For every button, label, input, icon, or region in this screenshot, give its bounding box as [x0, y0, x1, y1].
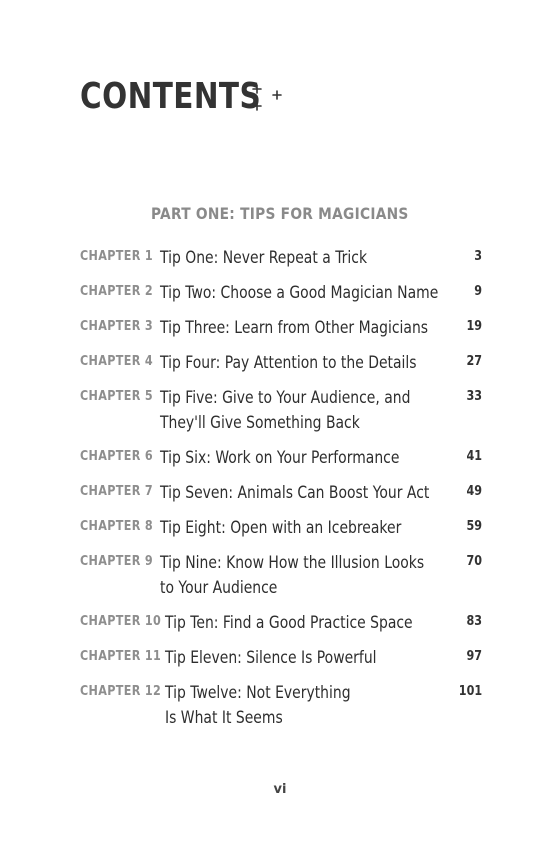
chapter-title	[165, 681, 411, 731]
chapter-title-line: Tip Seven: Animals Can Boost Your Act	[160, 483, 430, 503]
chapter-title	[160, 481, 430, 506]
page-title: CONTENTS	[80, 76, 262, 117]
toc-entry	[80, 446, 482, 471]
chapter-label: CHAPTER 7	[80, 484, 154, 499]
page-number-ref: 9	[474, 284, 482, 299]
page-number-ref: 33	[466, 389, 482, 404]
page-number-ref: 3	[474, 249, 482, 264]
toc-entry	[80, 386, 482, 436]
chapter-title-line: Tip Eleven: Silence Is Powerful	[165, 648, 377, 668]
chapter-title-line: Tip Six: Work on Your Performance	[160, 448, 400, 468]
chapter-label: CHAPTER 10	[80, 614, 162, 629]
toc-entry	[80, 481, 482, 506]
chapter-title	[160, 516, 406, 541]
chapter-title	[160, 386, 411, 436]
chapter-title-line: Tip One: Never Repeat a Trick	[160, 248, 368, 268]
chapter-title	[160, 351, 417, 376]
toc-entry	[80, 681, 482, 731]
chapter-title-line: Tip Four: Pay Attention to the Details	[160, 353, 417, 373]
chapter-label: CHAPTER 11	[80, 649, 162, 664]
toc-entry	[80, 281, 482, 306]
chapter-title-line: Tip Ten: Find a Good Practice Space	[165, 613, 413, 633]
chapter-title-line: Tip Twelve: Not Everything	[165, 683, 351, 703]
chapter-title	[160, 281, 439, 306]
toc-entry	[80, 316, 482, 341]
page-number-ref: 19	[466, 319, 482, 334]
page-number-ref: 27	[466, 354, 482, 369]
chapter-title	[160, 316, 429, 341]
part-heading	[0, 204, 560, 223]
chapter-title-line: Tip Three: Learn from Other Magicians	[160, 318, 429, 338]
chapter-label: CHAPTER 9	[80, 554, 154, 569]
chapter-label: CHAPTER 2	[80, 284, 154, 299]
chapter-label: CHAPTER 8	[80, 519, 154, 534]
page-number-ref: 70	[466, 554, 482, 569]
chapter-title	[165, 646, 411, 671]
chapter-label: CHAPTER 1	[80, 249, 154, 264]
chapter-label: CHAPTER 3	[80, 319, 154, 334]
page-number: vi	[273, 782, 287, 797]
chapter-title-line: Tip Two: Choose a Good Magician Name	[160, 283, 439, 303]
chapter-title	[160, 446, 406, 471]
chapter-title	[165, 611, 411, 636]
toc-entry	[80, 551, 482, 601]
page-number-ref: 101	[458, 684, 482, 699]
toc-entry	[80, 611, 482, 636]
chapter-title-line: Tip Eight: Open with an Icebreaker	[160, 518, 402, 538]
chapter-title-line: Tip Five: Give to Your Audience, and	[160, 388, 411, 408]
chapter-title	[160, 246, 406, 271]
page-number-ref: 59	[466, 519, 482, 534]
toc-entry	[80, 646, 482, 671]
page-number-ref: 49	[466, 484, 482, 499]
chapter-label: CHAPTER 4	[80, 354, 154, 369]
sparkle-icon	[250, 84, 286, 114]
page-number-ref: 41	[466, 449, 482, 464]
chapter-title-line: Is What It Seems	[165, 708, 283, 728]
page-number-ref: 83	[466, 614, 482, 629]
toc-entry	[80, 351, 482, 376]
page-number-ref: 97	[466, 649, 482, 664]
toc-entry	[80, 246, 482, 271]
chapter-title-line: Tip Nine: Know How the Illusion Looks	[160, 553, 425, 573]
toc-entry	[80, 516, 482, 541]
chapter-title-line: They'll Give Something Back	[160, 413, 360, 433]
chapter-label: CHAPTER 6	[80, 449, 154, 464]
chapter-title	[160, 551, 425, 601]
chapter-label: CHAPTER 12	[80, 684, 162, 699]
chapter-label: CHAPTER 5	[80, 389, 154, 404]
part-heading-text: PART ONE: TIPS FOR MAGICIANS	[151, 204, 409, 223]
chapter-title-line: to Your Audience	[160, 578, 278, 598]
